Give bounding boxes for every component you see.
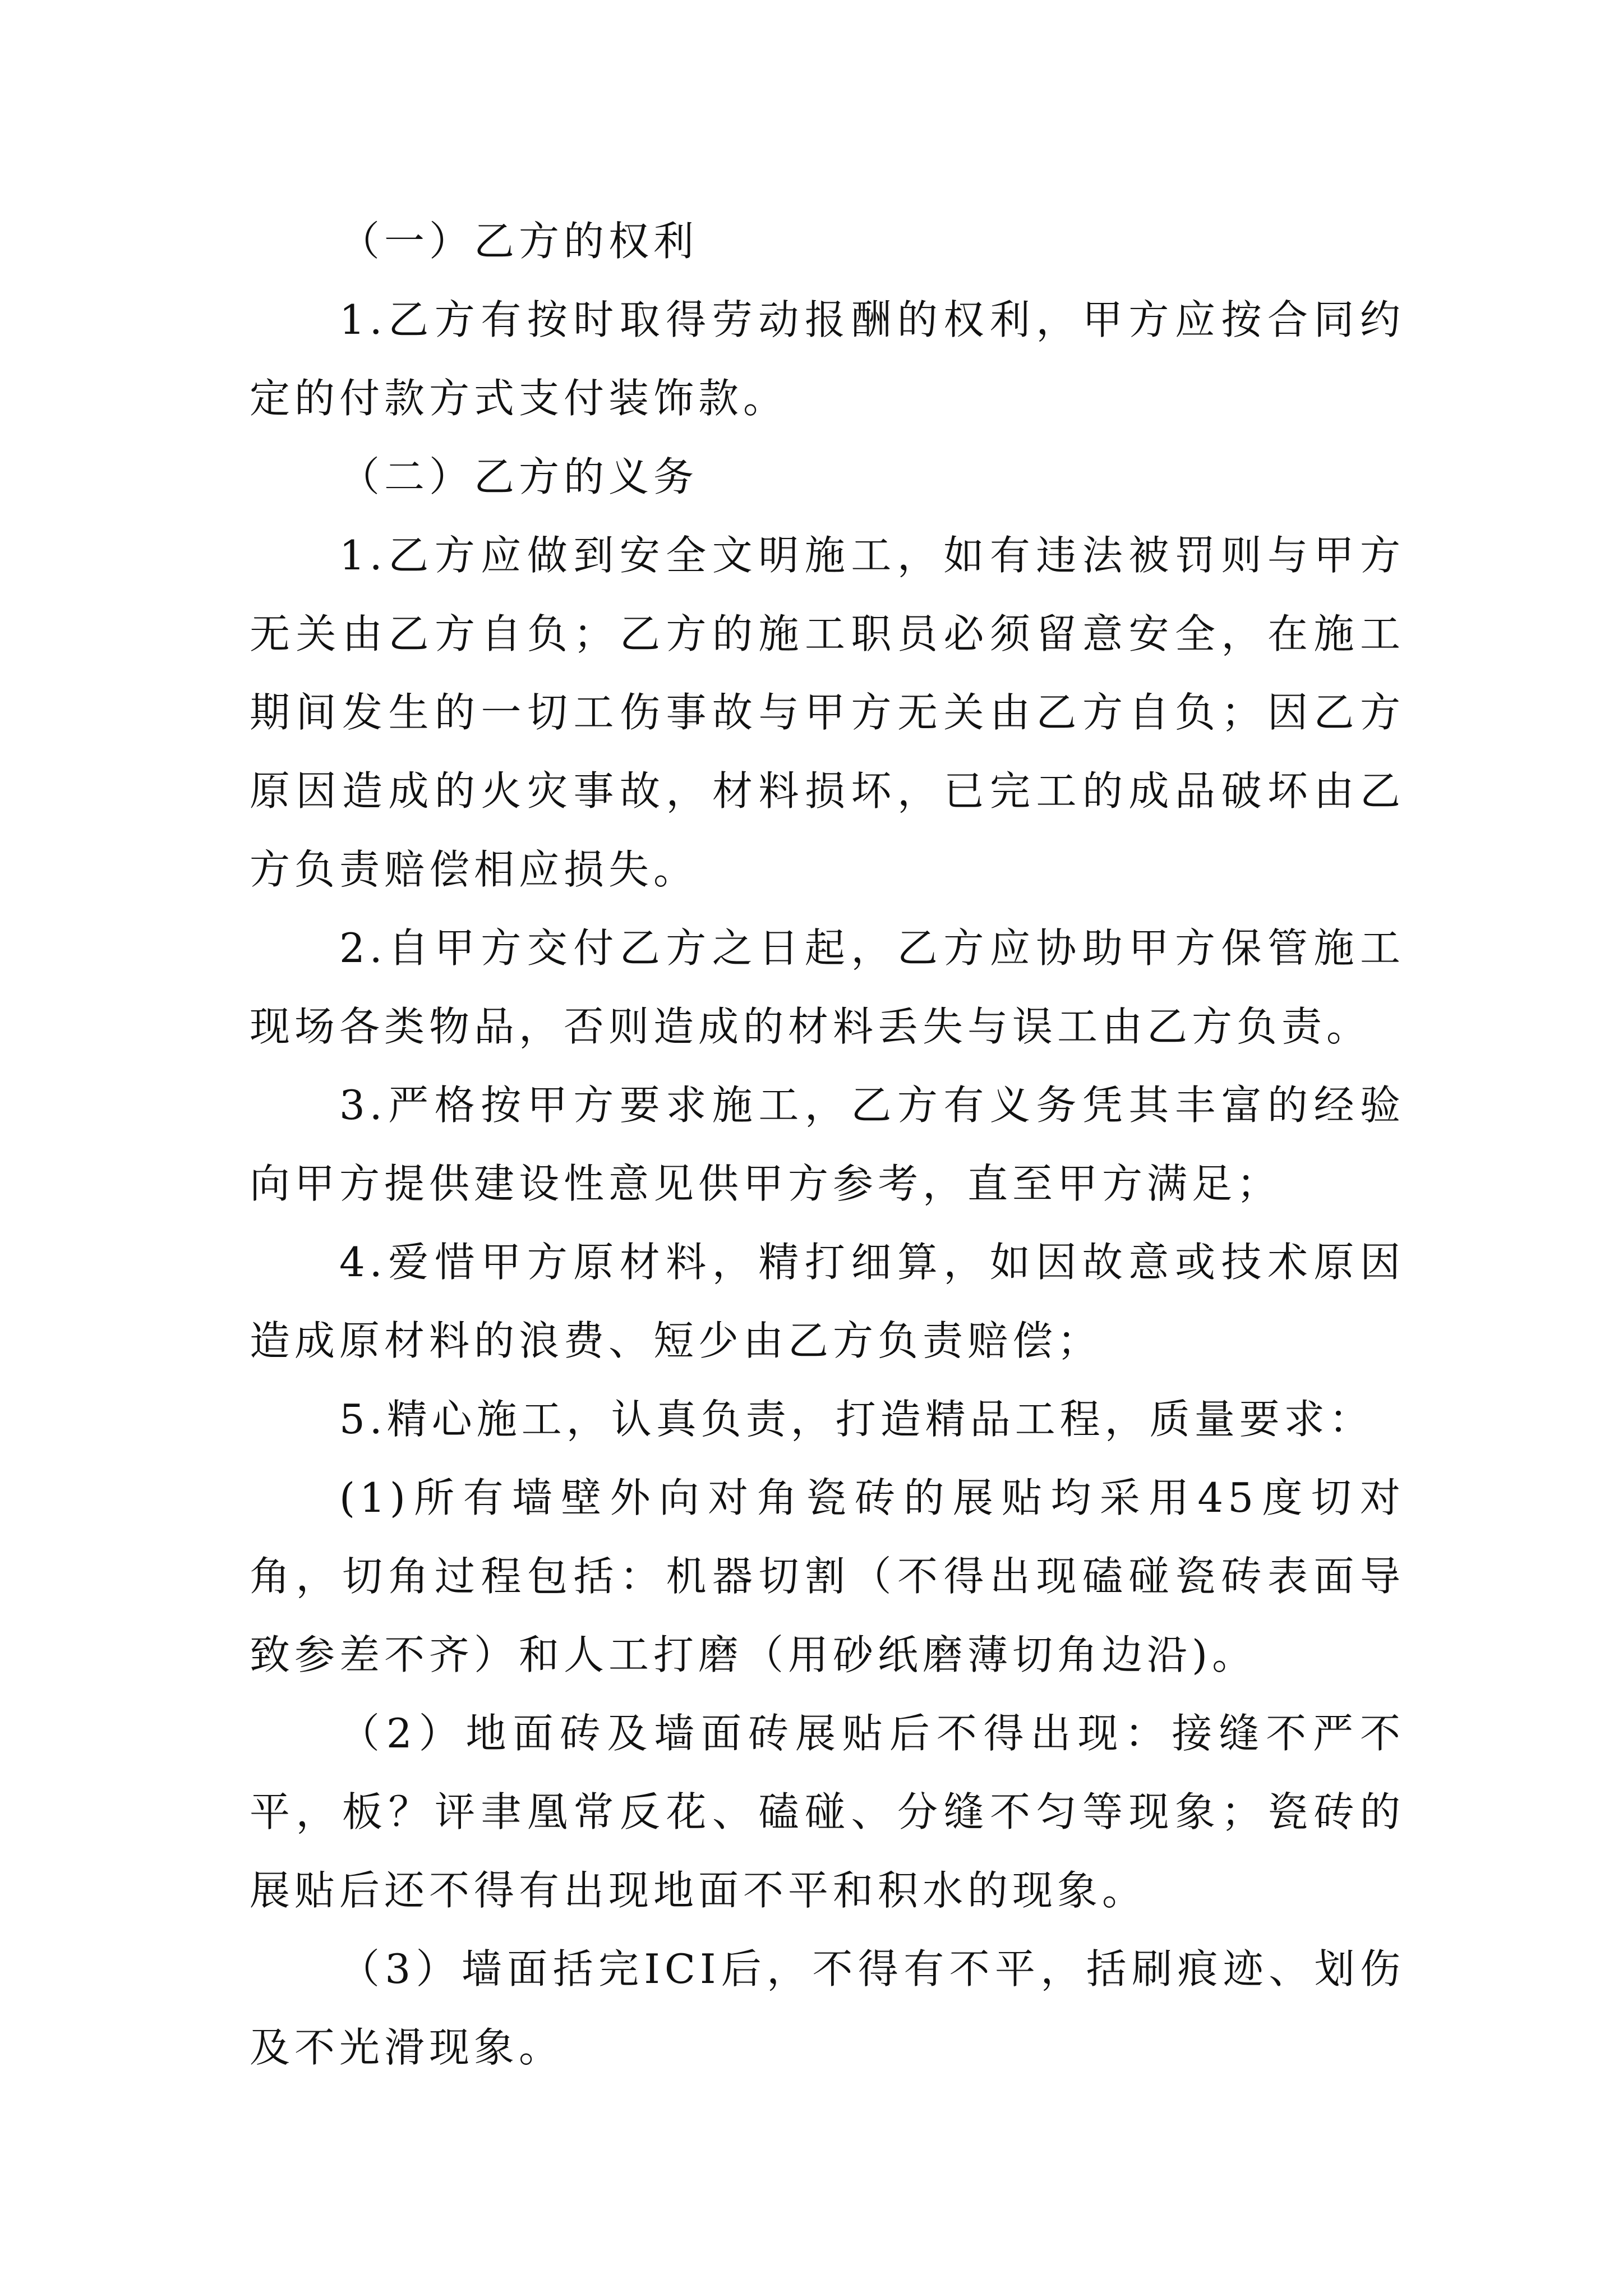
duties-item-5: 5.精心施工，认真负责，打造精品工程，质量要求： xyxy=(339,1396,1374,1443)
duties-item-4: 4.爱惜甲方原材料，精打细算，如因故意或技术原因造成原材料的浪费、短少由乙方负责赔偿； xyxy=(250,1239,1405,1364)
quality-requirement-3: （3）墙面括完ICI后，不得有不平，括刷痕迹、划伤及不光滑现象。 xyxy=(250,1945,1405,2071)
document-body xyxy=(250,202,1405,2087)
duties-item-1: 1.乙方应做到安全文明施工，如有违法被罚则与甲方无关由乙方自负；乙方的施工职员必须留意安全，在施工期间发生的一切工伤事故与甲方无关由乙方自负；因乙方原因造成的火灾事故，材料损坏，已完工的成品破坏由乙方负责赔偿相应损失。 xyxy=(250,532,1405,893)
duties-item-2: 2.自甲方交付乙方之日起，乙方应协助甲方保管施工现场各类物品，否则造成的材料丢失与误工由乙方负责。 xyxy=(250,924,1405,1050)
rights-item-1: 1.乙方有按时取得劳动报酬的权利，甲方应按合同约定的付款方式支付装饰款。 xyxy=(250,296,1405,422)
quality-requirement-2: （2）地面砖及墙面砖展贴后不得出现：接缝不严不平，板？评聿凰常反花、磕碰、分缝不匀等现象；瓷砖的展贴后还不得有出现地面不平和积水的现象。 xyxy=(250,1710,1405,1914)
duties-item-3: 3.严格按甲方要求施工，乙方有义务凭其丰富的经验向甲方提供建设性意见供甲方参考，直至甲方满足； xyxy=(250,1082,1405,1207)
section-heading-duties: （二）乙方的义务 xyxy=(339,453,699,500)
section-heading-rights: （一）乙方的权利 xyxy=(339,218,699,265)
quality-requirement-1: (1)所有墙壁外向对角瓷砖的展贴均采用45度切对角，切角过程包括：机器切割（不得出现磕碰瓷砖表面导致参差不齐）和人工打磨（用砂纸磨薄切角边沿)。 xyxy=(250,1474,1405,1678)
